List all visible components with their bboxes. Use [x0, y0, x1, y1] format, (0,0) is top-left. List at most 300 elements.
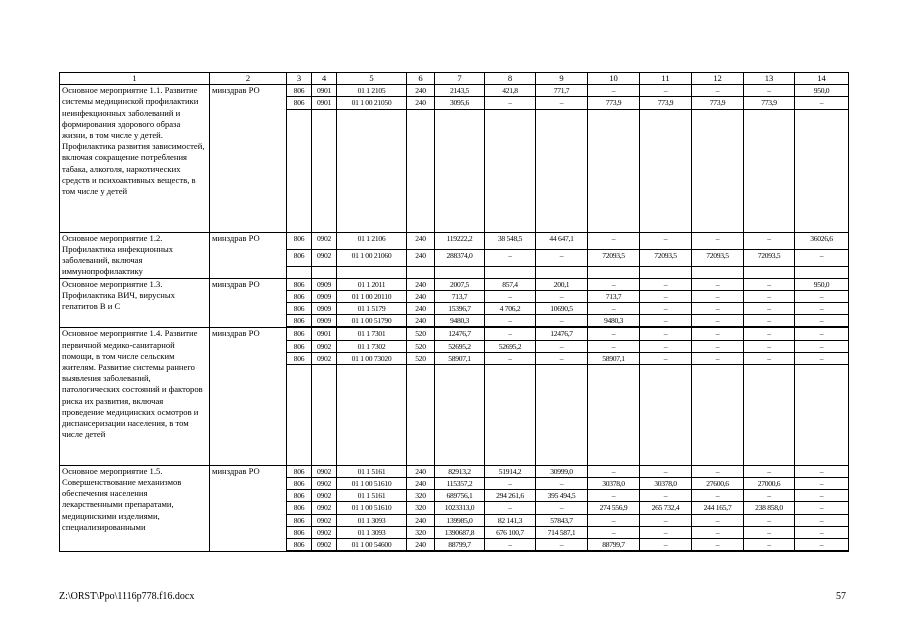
table-cell: 72093,5 — [692, 250, 744, 267]
table-cell: 806 — [287, 526, 312, 538]
table-cell: 3095,6 — [435, 97, 485, 109]
empty-cell — [588, 551, 640, 552]
table-cell: 950,0 — [795, 278, 849, 290]
table-cell: 01 1 00 51790 — [337, 315, 407, 327]
empty-cell — [536, 267, 588, 278]
table-cell: – — [485, 478, 536, 490]
table-cell: 806 — [287, 278, 312, 290]
table-cell: – — [640, 278, 692, 290]
table-cell: 82 141,3 — [485, 514, 536, 526]
table-cell: – — [692, 352, 744, 364]
table-cell: 857,4 — [485, 278, 536, 290]
table-cell: – — [692, 85, 744, 97]
table-cell: – — [588, 514, 640, 526]
empty-cell — [795, 109, 849, 232]
empty-cell — [640, 551, 692, 552]
empty-cell — [536, 551, 588, 552]
measure-title-cell — [60, 465, 210, 551]
table-body — [60, 73, 849, 552]
table-cell: 676 100,7 — [485, 526, 536, 538]
empty-cell — [588, 365, 640, 466]
table-cell: – — [795, 328, 849, 340]
table-cell: 806 — [287, 290, 312, 302]
table-cell: 0902 — [312, 250, 337, 267]
table-cell: 520 — [407, 352, 435, 364]
measure-title: Основное мероприятие 1.2. Профилактика инфекционных заболеваний, включая иммунопрофилактику — [62, 232, 174, 277]
table-row — [60, 232, 849, 249]
header-cell: 3 — [287, 73, 312, 85]
table-cell: 01 1 2105 — [337, 85, 407, 97]
executor-cell: минздрав РО — [210, 85, 287, 233]
table-cell: 01 1 00 73020 — [337, 352, 407, 364]
table-cell: 395 494,5 — [536, 490, 588, 502]
table-cell: 713,7 — [588, 290, 640, 302]
table-cell: 52695,2 — [435, 340, 485, 352]
empty-cell — [795, 551, 849, 552]
empty-cell — [312, 267, 337, 278]
table-cell: – — [536, 502, 588, 514]
table-cell: – — [536, 352, 588, 364]
table-cell: 244 165,7 — [692, 502, 744, 514]
table-cell: 10690,5 — [536, 303, 588, 315]
table-cell: 0901 — [312, 85, 337, 97]
table-cell: 0902 — [312, 526, 337, 538]
table-cell: 82913,2 — [435, 465, 485, 477]
header-cell: 9 — [536, 73, 588, 85]
table-cell: 0909 — [312, 303, 337, 315]
table-cell: – — [692, 303, 744, 315]
table-cell: – — [744, 303, 795, 315]
table-cell: 0902 — [312, 232, 337, 249]
empty-cell — [588, 109, 640, 232]
table-cell: 0902 — [312, 340, 337, 352]
table-cell: 139985,0 — [435, 514, 485, 526]
column-number-header-row — [60, 73, 849, 85]
table-cell: 88799,7 — [588, 539, 640, 551]
measure-title: Основное мероприятие 1.5. Совершенствование механизмов обеспечения населения лекарственными препаратами, медицинскими изделиями, специализированными — [62, 465, 182, 532]
table-cell: 01 1 5161 — [337, 465, 407, 477]
empty-cell — [337, 109, 407, 232]
table-cell: – — [744, 290, 795, 302]
table-cell: 15396,7 — [435, 303, 485, 315]
table-cell: – — [795, 490, 849, 502]
measure-title-cell — [60, 328, 210, 465]
table-cell: 57843,7 — [536, 514, 588, 526]
header-cell: 12 — [692, 73, 744, 85]
empty-cell — [337, 365, 407, 466]
table-cell: 9480,3 — [588, 315, 640, 327]
empty-cell — [588, 267, 640, 278]
table-cell: 0909 — [312, 278, 337, 290]
table-cell: – — [536, 97, 588, 109]
measure-title: Основное мероприятие 1.3. Профилактика ВИЧ, вирусных гепатитов В и С — [62, 278, 175, 312]
header-cell: 13 — [744, 73, 795, 85]
table-cell: – — [795, 303, 849, 315]
table-cell: – — [795, 526, 849, 538]
table-cell: 0902 — [312, 514, 337, 526]
table-cell: 320 — [407, 490, 435, 502]
table-cell: – — [536, 250, 588, 267]
empty-cell — [744, 551, 795, 552]
table-cell: – — [485, 290, 536, 302]
table-cell: 12476,7 — [435, 328, 485, 340]
empty-cell — [287, 365, 312, 466]
table-cell: – — [692, 328, 744, 340]
table-cell: 520 — [407, 328, 435, 340]
header-cell: 2 — [210, 73, 287, 85]
table-cell: 01 1 2106 — [337, 232, 407, 249]
empty-cell — [485, 267, 536, 278]
table-cell: 01 1 7301 — [337, 328, 407, 340]
table-cell: – — [744, 490, 795, 502]
table-cell: – — [485, 352, 536, 364]
table-cell: 240 — [407, 315, 435, 327]
table-cell: – — [744, 465, 795, 477]
empty-cell — [485, 365, 536, 466]
table-cell: 773,9 — [744, 97, 795, 109]
table-cell: 01 1 00 51610 — [337, 502, 407, 514]
executor-cell: минздрав РО — [210, 465, 287, 551]
table-cell: – — [640, 328, 692, 340]
table-cell: 240 — [407, 303, 435, 315]
table-cell: – — [588, 340, 640, 352]
table-row — [60, 328, 849, 340]
table-cell: 240 — [407, 250, 435, 267]
table-cell: 806 — [287, 232, 312, 249]
empty-cell — [485, 109, 536, 232]
table-cell: – — [744, 85, 795, 97]
table-cell: 806 — [287, 352, 312, 364]
table-cell: 806 — [287, 340, 312, 352]
table-cell: – — [692, 490, 744, 502]
table-cell: 72093,5 — [588, 250, 640, 267]
table-cell: – — [744, 315, 795, 327]
empty-cell — [692, 551, 744, 552]
table-cell: – — [536, 340, 588, 352]
table-cell: 773,9 — [692, 97, 744, 109]
empty-cell — [692, 267, 744, 278]
table-cell: – — [692, 514, 744, 526]
table-cell: – — [588, 490, 640, 502]
empty-cell — [287, 109, 312, 232]
table-cell: 200,1 — [536, 278, 588, 290]
table-cell: 950,0 — [795, 85, 849, 97]
table-cell: – — [795, 315, 849, 327]
table-cell: – — [692, 539, 744, 551]
header-cell: 4 — [312, 73, 337, 85]
table-cell: – — [485, 502, 536, 514]
empty-cell — [485, 551, 536, 552]
table-cell: 240 — [407, 539, 435, 551]
table-cell: 01 1 00 54600 — [337, 539, 407, 551]
table-cell: 806 — [287, 514, 312, 526]
table-cell: 806 — [287, 465, 312, 477]
table-cell: – — [485, 315, 536, 327]
table-cell: 240 — [407, 478, 435, 490]
table-cell: 274 556,9 — [588, 502, 640, 514]
empty-cell — [692, 109, 744, 232]
table-cell: 0901 — [312, 97, 337, 109]
empty-cell — [744, 109, 795, 232]
header-cell: 8 — [485, 73, 536, 85]
table-cell: 115357,2 — [435, 478, 485, 490]
table-cell: 288374,0 — [435, 250, 485, 267]
empty-cell — [287, 267, 312, 278]
table-cell: 240 — [407, 465, 435, 477]
table-cell: – — [640, 514, 692, 526]
header-cell: 6 — [407, 73, 435, 85]
table-cell: 01 1 2011 — [337, 278, 407, 290]
table-cell: – — [692, 232, 744, 249]
table-cell: 58907,1 — [588, 352, 640, 364]
table-cell: 01 1 5179 — [337, 303, 407, 315]
empty-cell — [407, 365, 435, 466]
table-cell: – — [692, 315, 744, 327]
table-cell: 01 1 7302 — [337, 340, 407, 352]
empty-cell — [407, 109, 435, 232]
empty-cell — [337, 551, 407, 552]
table-cell: 240 — [407, 290, 435, 302]
table-cell: 806 — [287, 539, 312, 551]
measure-title: Основное мероприятие 1.1. Развитие системы медицинской профилактики неинфекционных заболеваний и формирования здорового образа жизни, в том числе у детей. Профилактика развития зависимостей, включая сокращение потребления табака, алкоголя, наркотических средств и психоактивных веществ, в том числе у детей — [62, 85, 205, 197]
table-cell: 240 — [407, 514, 435, 526]
table-cell: – — [588, 232, 640, 249]
empty-cell — [435, 365, 485, 466]
table-cell: – — [795, 502, 849, 514]
empty-cell — [795, 365, 849, 466]
table-cell: – — [795, 478, 849, 490]
table-cell: – — [588, 465, 640, 477]
table-cell: – — [692, 278, 744, 290]
table-cell: 294 261,6 — [485, 490, 536, 502]
table-cell: – — [692, 290, 744, 302]
table-cell: 4 706,2 — [485, 303, 536, 315]
table-cell: – — [692, 526, 744, 538]
table-cell: 9480,3 — [435, 315, 485, 327]
empty-cell — [407, 267, 435, 278]
empty-cell — [640, 267, 692, 278]
table-cell: 2007,5 — [435, 278, 485, 290]
table-cell: 30378,0 — [640, 478, 692, 490]
table-cell: 0909 — [312, 290, 337, 302]
table-cell: 44 647,1 — [536, 232, 588, 249]
table-cell: 52695,2 — [485, 340, 536, 352]
table-cell: – — [795, 340, 849, 352]
table-cell: – — [744, 539, 795, 551]
table-cell: 27000,6 — [744, 478, 795, 490]
table-cell: 88799,7 — [435, 539, 485, 551]
table-cell: 773,9 — [588, 97, 640, 109]
table-cell: 0909 — [312, 315, 337, 327]
budget-table — [59, 72, 849, 552]
table-cell: – — [536, 290, 588, 302]
table-cell: – — [744, 352, 795, 364]
table-cell: 806 — [287, 303, 312, 315]
table-cell: – — [640, 352, 692, 364]
table-row — [60, 85, 849, 97]
table-cell: 12476,7 — [536, 328, 588, 340]
table-cell: 72093,5 — [640, 250, 692, 267]
table-cell: 01 1 00 21050 — [337, 97, 407, 109]
table-cell: 51914,2 — [485, 465, 536, 477]
table-cell: 0902 — [312, 465, 337, 477]
table-cell: 38 548,5 — [485, 232, 536, 249]
table-cell: 72093,5 — [744, 250, 795, 267]
table-cell: 714 587,1 — [536, 526, 588, 538]
table-cell: 0902 — [312, 352, 337, 364]
table-cell: – — [485, 539, 536, 551]
table-cell: 421,8 — [485, 85, 536, 97]
empty-cell — [435, 109, 485, 232]
empty-cell — [536, 109, 588, 232]
table-cell: 806 — [287, 328, 312, 340]
table-cell: – — [744, 328, 795, 340]
table-cell: 2143,5 — [435, 85, 485, 97]
table-cell: – — [795, 250, 849, 267]
empty-cell — [312, 365, 337, 466]
table-cell: 01 1 5161 — [337, 490, 407, 502]
table-cell: – — [588, 328, 640, 340]
table-cell: – — [795, 539, 849, 551]
table-cell: – — [536, 478, 588, 490]
table-cell: – — [640, 526, 692, 538]
table-cell: 01 1 3093 — [337, 514, 407, 526]
empty-cell — [435, 551, 485, 552]
header-cell: 7 — [435, 73, 485, 85]
table-cell: – — [744, 514, 795, 526]
table-cell: 01 1 00 51610 — [337, 478, 407, 490]
measure-title-cell — [60, 85, 210, 233]
table-cell: – — [795, 514, 849, 526]
table-cell: 773,9 — [640, 97, 692, 109]
table-cell: 0902 — [312, 502, 337, 514]
table-cell: – — [588, 278, 640, 290]
header-cell: 14 — [795, 73, 849, 85]
table-cell: 689756,1 — [435, 490, 485, 502]
table-cell: 806 — [287, 250, 312, 267]
table-cell: – — [588, 526, 640, 538]
table-cell: – — [640, 340, 692, 352]
empty-cell — [287, 551, 312, 552]
table-cell: 01 1 00 21060 — [337, 250, 407, 267]
table-cell: 0902 — [312, 539, 337, 551]
footer-file-path: Z:\ORST\Ppo\1116p778.f16.docx — [59, 591, 195, 602]
table-cell: 320 — [407, 502, 435, 514]
table-cell: 806 — [287, 315, 312, 327]
table-cell: 240 — [407, 85, 435, 97]
table-cell: 1023313,0 — [435, 502, 485, 514]
empty-cell — [692, 365, 744, 466]
empty-cell — [744, 365, 795, 466]
table-cell: – — [744, 526, 795, 538]
table-cell: – — [485, 328, 536, 340]
table-cell: – — [640, 315, 692, 327]
measure-title-cell — [60, 278, 210, 328]
table-cell: 1390687,8 — [435, 526, 485, 538]
table-cell: – — [640, 232, 692, 249]
table-cell: 320 — [407, 526, 435, 538]
table-cell: 01 1 00 20110 — [337, 290, 407, 302]
table-cell: 240 — [407, 232, 435, 249]
executor-cell: минздрав РО — [210, 232, 287, 278]
table-cell: 0901 — [312, 328, 337, 340]
table-cell: 36026,6 — [795, 232, 849, 249]
table-cell: – — [588, 303, 640, 315]
header-cell: 11 — [640, 73, 692, 85]
table-cell: – — [640, 490, 692, 502]
table-cell: 119222,2 — [435, 232, 485, 249]
table-cell: – — [744, 232, 795, 249]
empty-cell — [435, 267, 485, 278]
empty-cell — [312, 551, 337, 552]
table-cell: – — [536, 539, 588, 551]
table-cell: 806 — [287, 478, 312, 490]
table-cell: 240 — [407, 278, 435, 290]
table-cell: – — [692, 340, 744, 352]
measure-title-cell — [60, 232, 210, 278]
table-cell: – — [795, 97, 849, 109]
table-cell: 713,7 — [435, 290, 485, 302]
table-cell: 0902 — [312, 490, 337, 502]
header-cell: 10 — [588, 73, 640, 85]
empty-cell — [640, 109, 692, 232]
table-cell: 238 858,0 — [744, 502, 795, 514]
measure-title: Основное мероприятие 1.4. Развитие первичной медико-санитарной помощи, в том числе сельским жителям. Развитие системы раннего выявления заболеваний, патологических состояний и факторов риска их развития, включая проведение медицинских осмотров и диспансеризации населения, в том числе детей — [62, 328, 203, 440]
empty-cell — [337, 267, 407, 278]
table-cell: 265 732,4 — [640, 502, 692, 514]
table-cell: – — [588, 85, 640, 97]
table-cell: 30999,0 — [536, 465, 588, 477]
table-row — [60, 278, 849, 290]
table-cell: – — [795, 290, 849, 302]
empty-cell — [744, 267, 795, 278]
table-cell: 806 — [287, 97, 312, 109]
table-cell: – — [795, 352, 849, 364]
executor-cell: минздрав РО — [210, 328, 287, 465]
table-cell: – — [640, 290, 692, 302]
table-cell: 240 — [407, 97, 435, 109]
empty-cell — [536, 365, 588, 466]
table-cell: – — [744, 278, 795, 290]
empty-cell — [795, 267, 849, 278]
header-cell: 5 — [337, 73, 407, 85]
header-cell: 1 — [60, 73, 210, 85]
table-cell: – — [640, 465, 692, 477]
table-cell: 806 — [287, 502, 312, 514]
table-cell: – — [485, 250, 536, 267]
table-cell: 806 — [287, 490, 312, 502]
table-cell: – — [485, 97, 536, 109]
table-cell: 01 1 3093 — [337, 526, 407, 538]
table-cell: 806 — [287, 85, 312, 97]
table-cell: – — [640, 539, 692, 551]
page-number: 57 — [836, 591, 846, 602]
table-cell: 0902 — [312, 478, 337, 490]
table-cell: 520 — [407, 340, 435, 352]
table-cell: – — [536, 315, 588, 327]
table-cell: – — [640, 303, 692, 315]
empty-cell — [407, 551, 435, 552]
table-cell: – — [744, 340, 795, 352]
table-cell: – — [795, 465, 849, 477]
executor-cell: минздрав РО — [210, 278, 287, 328]
empty-cell — [640, 365, 692, 466]
table-cell: 30378,0 — [588, 478, 640, 490]
table-cell: 771,7 — [536, 85, 588, 97]
table-cell: – — [640, 85, 692, 97]
table-row — [60, 465, 849, 477]
empty-cell — [312, 109, 337, 232]
